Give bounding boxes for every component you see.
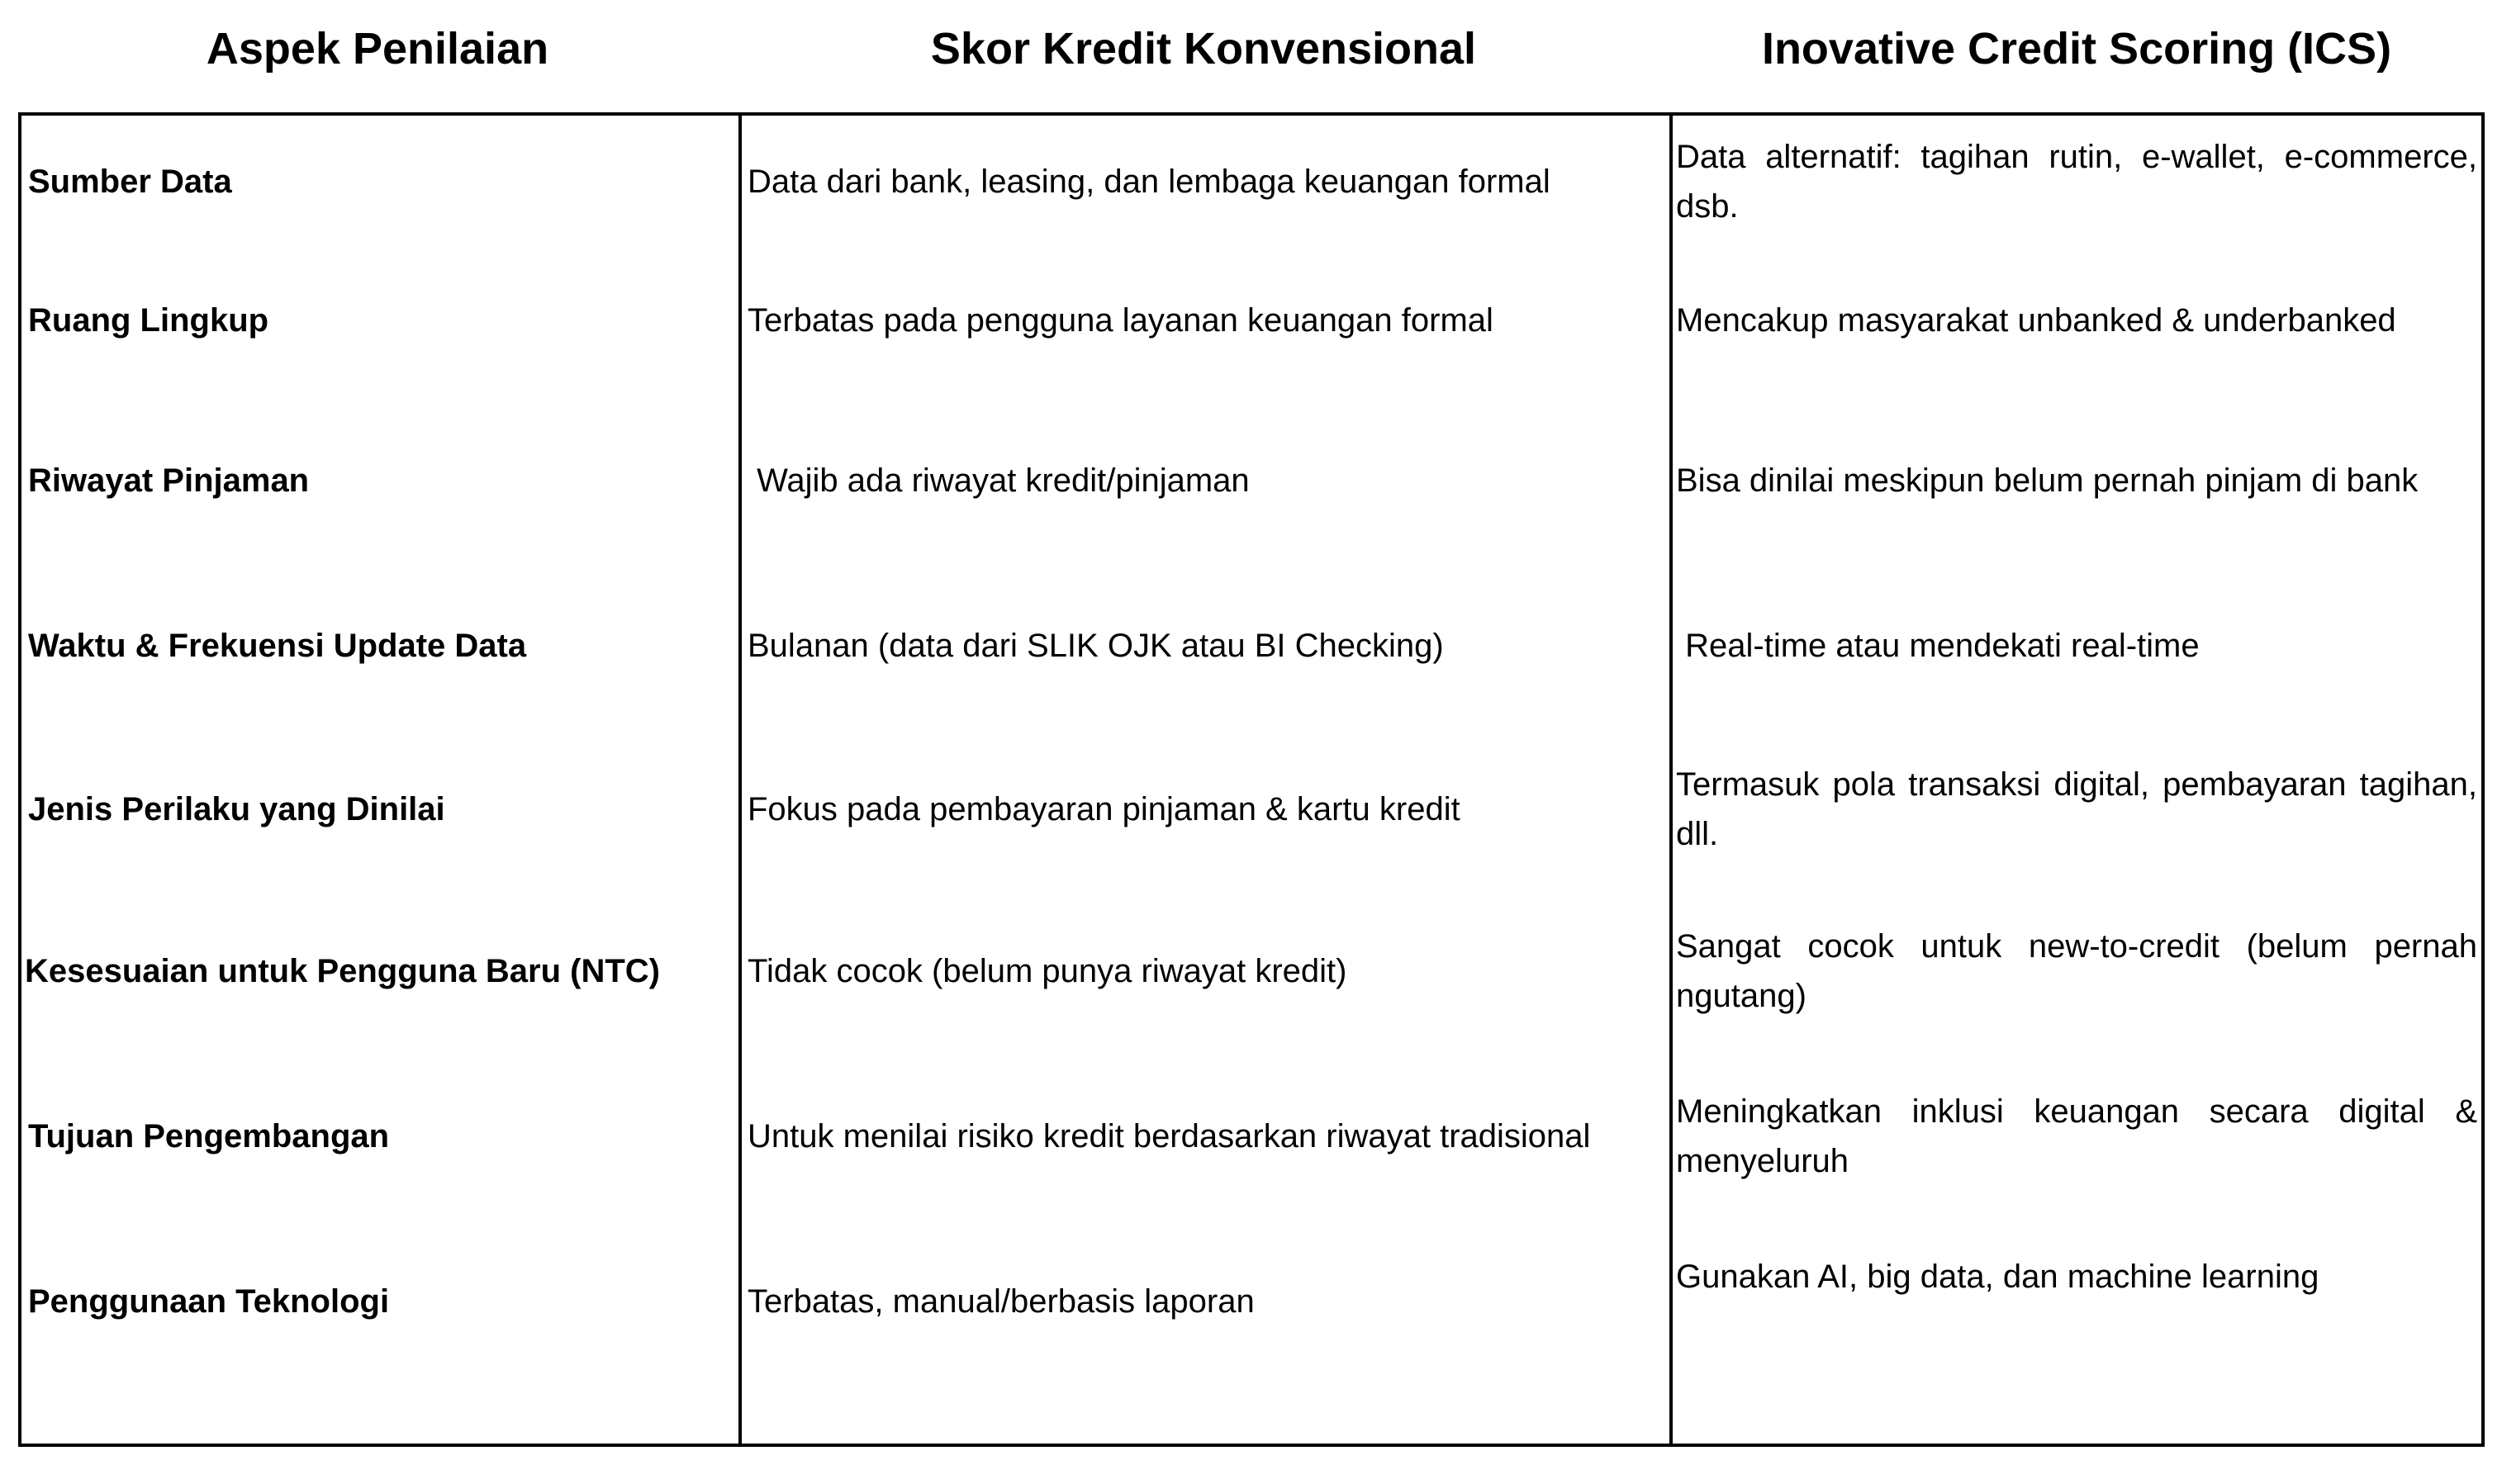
table-header-row bbox=[0, 0, 2502, 99]
aspect-ruang-lingkup: Ruang Lingkup bbox=[28, 302, 269, 339]
aspect-tujuan-pengembangan: Tujuan Pengembangan bbox=[28, 1118, 390, 1154]
ics-jenis-perilaku: Termasuk pola transaksi digital, pembayaran tagihan, dll. bbox=[1676, 766, 2477, 852]
column-header-konvensional: Skor Kredit Konvensional bbox=[930, 24, 1477, 73]
conventional-jenis-perilaku: Fokus pada pembayaran pinjaman & kartu kredit bbox=[748, 791, 1460, 827]
ics-penggunaan-teknologi: Gunakan AI, big data, dan machine learning bbox=[1676, 1259, 2319, 1295]
conventional-kesesuaian-ntc: Tidak cocok (belum punya riwayat kredit) bbox=[748, 953, 1347, 989]
conventional-penggunaan-teknologi: Terbatas, manual/berbasis laporan bbox=[748, 1283, 1255, 1320]
comparison-table bbox=[18, 112, 2485, 1447]
ics-sumber-data: Data alternatif: tagihan rutin, e-wallet, e-commerce, dsb. bbox=[1676, 139, 2477, 225]
column-header-ics: Inovative Credit Scoring (ICS) bbox=[1761, 24, 2392, 73]
ics-ruang-lingkup: Mencakup masyarakat unbanked & underbanked bbox=[1676, 302, 2396, 339]
aspect-riwayat-pinjaman: Riwayat Pinjaman bbox=[28, 462, 310, 499]
aspect-kesesuaian-ntc: Kesesuaian untuk Pengguna Baru (NTC) bbox=[25, 953, 660, 989]
conventional-ruang-lingkup: Terbatas pada pengguna layanan keuangan formal bbox=[748, 302, 1493, 339]
aspect-jenis-perilaku: Jenis Perilaku yang Dinilai bbox=[28, 791, 445, 827]
conventional-waktu-frekuensi: Bulanan (data dari SLIK OJK atau BI Checking) bbox=[748, 628, 1444, 664]
ics-kesesuaian-ntc: Sangat cocok untuk new-to-credit (belum pernah ngutang) bbox=[1676, 928, 2477, 1014]
column-divider-1 bbox=[738, 116, 742, 1444]
column-divider-2 bbox=[1669, 116, 1673, 1444]
conventional-riwayat-pinjaman: Wajib ada riwayat kredit/pinjaman bbox=[748, 462, 1250, 499]
ics-tujuan-pengembangan: Meningkatkan inklusi keuangan secara digital & menyeluruh bbox=[1676, 1093, 2477, 1179]
aspect-sumber-data: Sumber Data bbox=[28, 164, 232, 200]
ics-riwayat-pinjaman: Bisa dinilai meskipun belum pernah pinjam di bank bbox=[1676, 462, 2419, 499]
conventional-sumber-data: Data dari bank, leasing, dan lembaga keuangan formal bbox=[748, 164, 1550, 200]
column-header-aspek: Aspek Penilaian bbox=[206, 24, 549, 73]
conventional-tujuan-pengembangan: Untuk menilai risiko kredit berdasarkan riwayat tradisional bbox=[748, 1118, 1591, 1154]
aspect-waktu-frekuensi: Waktu & Frekuensi Update Data bbox=[28, 628, 527, 664]
ics-waktu-frekuensi: Real-time atau mendekati real-time bbox=[1676, 628, 2200, 664]
aspect-penggunaan-teknologi: Penggunaan Teknologi bbox=[28, 1283, 390, 1320]
